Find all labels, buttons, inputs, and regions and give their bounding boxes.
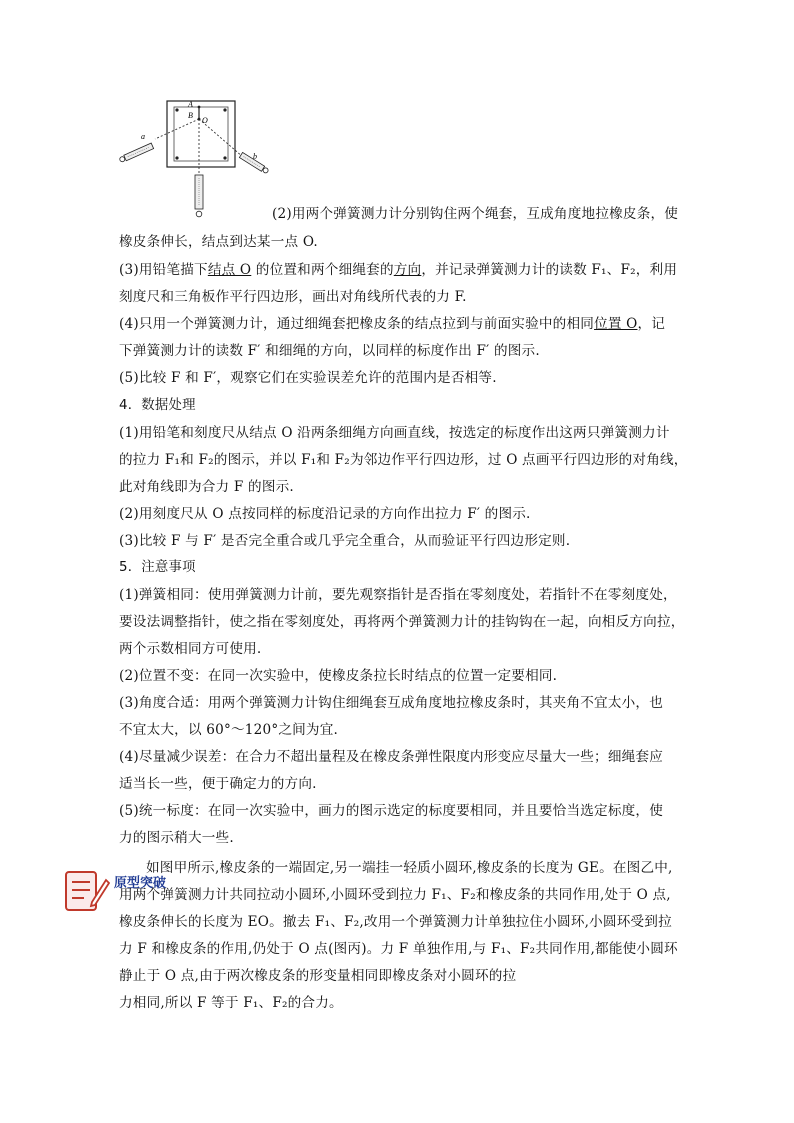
- data-2-line: (2)用刻度尺从 O 点按同样的标度沿记录的方向作出拉力 F′ 的图示.: [119, 506, 531, 522]
- step3-line2: 刻度尺和三角板作平行四边形，画出对角线所代表的力 F.: [119, 289, 467, 305]
- step2-line2: 橡皮条伸长，结点到达某一点 O.: [119, 234, 318, 250]
- section-badge-label: 原型突破: [114, 876, 167, 891]
- notebook-pen-icon: [62, 866, 110, 916]
- label-b: b: [253, 152, 257, 161]
- note-4-line2: 适当长一些，便于确定力的方向.: [119, 776, 317, 792]
- caption-line: (2)用两个弹簧测力计分别钩住两个绳套，互成角度地拉橡皮条，使: [272, 206, 679, 222]
- label-B: B: [188, 111, 193, 120]
- label-A: A: [188, 100, 193, 109]
- heading-data-processing: 4．数据处理: [119, 398, 196, 413]
- para-line1: 如图甲所示,橡皮条的一端固定,另一端挂一轻质小圆环,橡皮条的长度为 GE。在图乙中,: [146, 860, 673, 876]
- para-line5: 静止于 O 点,由于两次橡皮条的形变量相同即橡皮条对小圆环的拉: [119, 968, 517, 984]
- text: ，记: [637, 316, 666, 332]
- heading-notes: 5．注意事项: [119, 560, 196, 575]
- label-O: O: [202, 116, 208, 125]
- underlined-text: 位置 O: [594, 316, 638, 332]
- para-line2: 用两个弹簧测力计共同拉动小圆环,小圆环受到拉力 F₁、F₂和橡皮条的共同作用,处于 O 点,: [119, 887, 671, 903]
- note-3-line2: 不宜太大，以 60°～120°之间为宜.: [119, 722, 339, 738]
- note-1-line2: 要设法调整指针，使之指在零刻度处，再将两个弹簧测力计的挂钩钩在一起，向相反方向拉，: [119, 614, 685, 630]
- spring-scale-vertical: [195, 175, 203, 217]
- note-4-line1: (4)尽量减少误差：在合力不超出量程及在橡皮条弹性限度内形变应尽量大一些；细绳套应: [119, 749, 664, 765]
- label-a: a: [141, 132, 145, 141]
- text: 的位置和两个细绳套的: [251, 262, 394, 278]
- note-1-line1: (1)弹簧相同：使用弹簧测力计前，要先观察指针是否指在零刻度处，若指针不在零刻度处，: [119, 587, 677, 603]
- note-3-line1: (3)角度合适：用两个弹簧测力计钩住细绳套互成角度地拉橡皮条时，其夹角不宜太小，也: [119, 695, 664, 711]
- data-1-line1: (1)用铅笔和刻度尺从结点 O 沿两条细绳方向画直线，按选定的标度作出这两只弹簧测力计: [119, 425, 670, 441]
- para-line3: 橡皮条伸长的长度为 EO。撤去 F₁、F₂,改用一个弹簧测力计单独拉住小圆环,小圆环受到拉: [119, 914, 672, 930]
- underlined-text: 结点 O: [207, 262, 252, 278]
- experiment-diagram: [119, 97, 289, 219]
- spring-scale-a: [119, 143, 154, 163]
- text: (4)只用一个弹簧测力计，通过细绳套把橡皮条的结点拉到与前面实验中的相同: [119, 316, 595, 332]
- note-2-line: (2)位置不变：在同一次实验中，使橡皮条拉长时结点的位置一定要相同.: [119, 668, 558, 684]
- data-1-line3: 此对角线即为合力 F 的图示.: [119, 479, 294, 495]
- step5-line: (5)比较 F 和 F′，观察它们在实验误差允许的范围内是否相等.: [119, 370, 497, 386]
- note-5-line1: (5)统一标度：在同一次实验中，画力的图示选定的标度要相同，并且要恰当选定标度，使: [119, 803, 664, 819]
- step4-line1: [119, 314, 665, 334]
- note-1-line3: 两个示数相同方可使用.: [119, 641, 262, 657]
- para-line6: 力相同,所以 F 等于 F₁、F₂的合力。: [119, 995, 343, 1011]
- step4-line2: 下弹簧测力计的读数 F′ 和细绳的方向，以同样的标度作出 F′ 的图示.: [119, 343, 540, 359]
- text: (3)用铅笔描下: [119, 262, 208, 278]
- para-line4: 力 F 和橡皮条的作用,仍处于 O 点(图丙)。力 F 单独作用,与 F₁、F₂共同作用,都能使小圆环: [119, 941, 678, 957]
- underlined-text: 方向: [393, 262, 422, 278]
- data-3-line: (3)比较 F 与 F′ 是否完全重合或几乎完全重合，从而验证平行四边形定则.: [119, 533, 571, 549]
- note-5-line2: 力的图示稍大一些.: [119, 830, 234, 846]
- data-1-line2: 的拉力 F₁和 F₂的图示，并以 F₁和 F₂为邻边作平行四边形，过 O 点画平行四边形的对角线，: [119, 452, 688, 468]
- text: ，并记录弹簧测力计的读数 F₁、F₂，利用: [421, 262, 678, 278]
- step3-line1: [119, 260, 677, 280]
